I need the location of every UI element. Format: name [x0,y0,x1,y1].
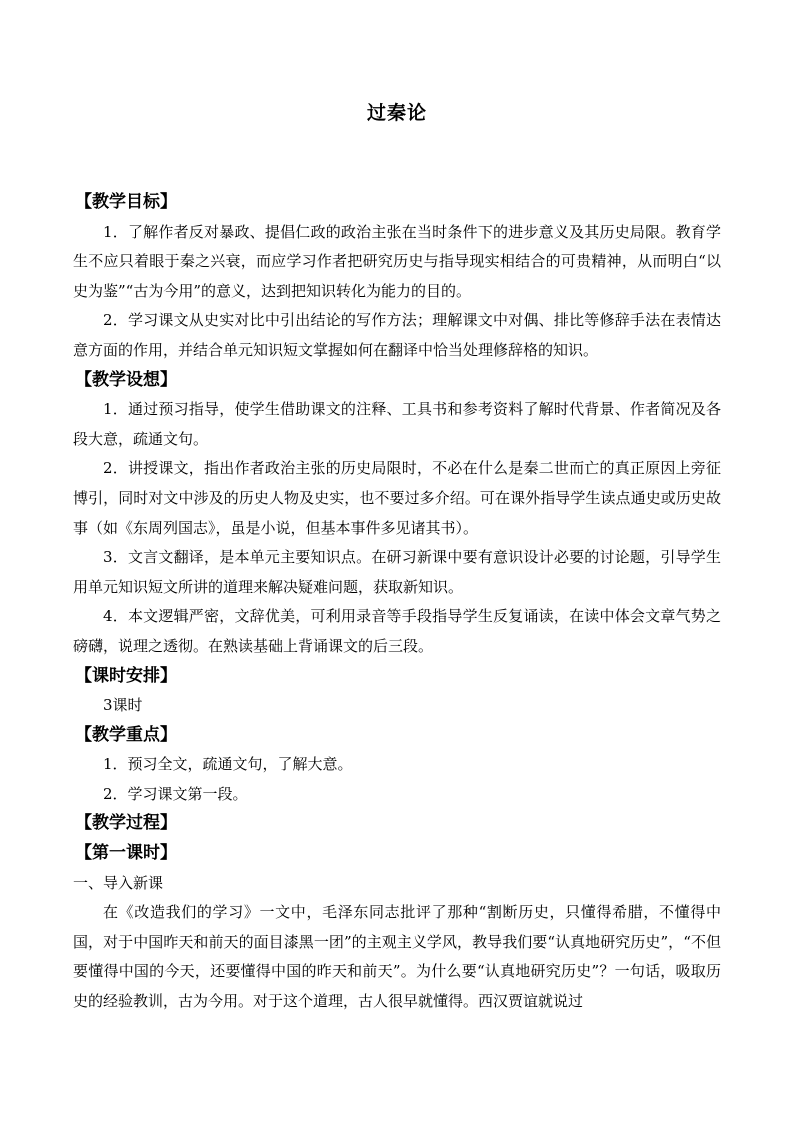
design-item-1: 1．通过预习指导，使学生借助课文的注释、工具书和参考资料了解时代背景、作者简况及各段大意，疏通文句。 [73,400,721,448]
section-heading-design: 【教学设想】 [75,369,177,390]
section-heading-keypoints: 【教学重点】 [75,724,177,745]
design-item-2: 2．讲授课文，指出作者政治主张的历史局限时，不必在什么是秦二世而亡的真正原因上旁征博引，同时对文中涉及的历史人物及史实，也不要过多介绍。可在课外指导学生读点通史或历史故事（如《东周列国志》，虽是小说，但基本事件多见诸其书）。 [73,459,721,537]
goal-item-1: 1．了解作者反对暴政、提倡仁政的政治主张在当时条件下的进步意义及其历史局限。教育学生不应只着眼于秦之兴衰，而应学习作者把研究历史与指导现实相结合的可贵精神，从而明白“以史为鉴”“古为今用”的意义，达到把知识转化为能力的目的。 [73,222,721,300]
goal-item-2: 2．学习课文从史实对比中引出结论的写作方法；理解课文中对偶、排比等修辞手法在表情达意方面的作用，并结合单元知识短文掌握如何在翻译中恰当处理修辞格的知识。 [73,311,721,359]
section-heading-process: 【教学过程】 [75,813,177,834]
document-title: 过秦论 [366,102,427,124]
design-item-4: 4．本文逻辑严密，文辞优美，可利用录音等手段指导学生反复诵读，在读中体会文章气势之磅礴，说理之透彻。在熟读基础上背诵课文的后三段。 [73,607,721,655]
lesson1-intro-text: 在《改造我们的学习》一文中，毛泽东同志批评了那种“割断历史，只懂得希腊，不懂得中国，对于中国昨天和前天的面目漆黑一团”的主观主义学风，教导我们要“认真地研究历史”，“不但要懂得中国的今天，还要懂得中国的昨天和前天”。为什么要“认真地研究历史”？一句话，吸取历史的经验教训，古为今用。对于这个道理，古人很早就懂得。西汉贾谊就说过 [73,903,721,1011]
section-heading-lesson1: 【第一课时】 [75,843,177,864]
schedule-text: 3课时 [103,696,143,715]
keypoint-item-2: 2．学习课文第一段。 [103,784,248,803]
keypoint-item-1: 1．预习全文，疏通文句，了解大意。 [103,755,353,774]
section-heading-schedule: 【课时安排】 [75,665,177,686]
design-item-3: 3．文言文翻译，是本单元主要知识点。在研习新课中要有意识设计必要的讨论题，引导学生用单元知识短文所讲的道理来解决疑难问题，获取新知识。 [73,548,721,596]
document-body [73,188,721,1017]
lesson1-subheading: 一、导入新课 [73,873,164,892]
section-heading-goals: 【教学目标】 [75,192,177,212]
